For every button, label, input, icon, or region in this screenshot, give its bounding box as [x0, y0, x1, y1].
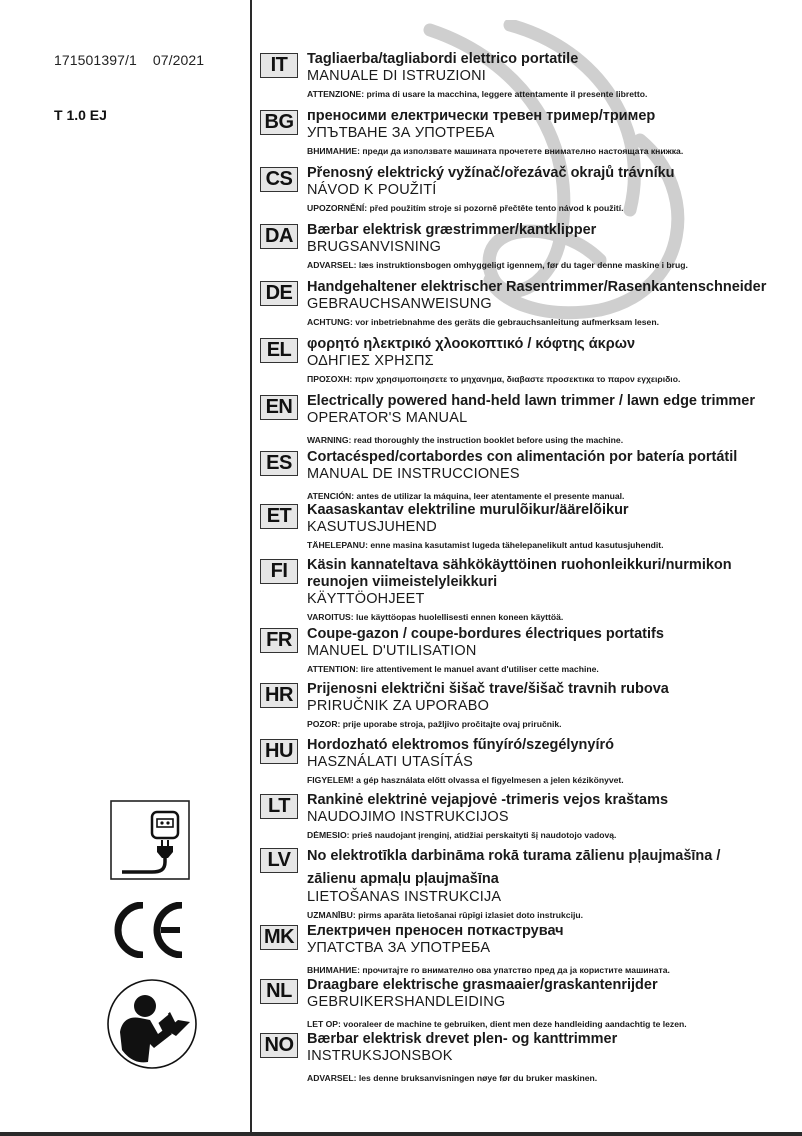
manual-heading: MANUEL D'UTILISATION: [307, 643, 477, 659]
manual-heading: OPERATOR'S MANUAL: [307, 410, 468, 426]
product-title: Přenosný elektrický vyžínač/ořezávač okrajů trávníku: [307, 165, 675, 181]
warning-text: DĖMESIO: prieš naudojant įrenginį, atidžiai perskaityti šį naudotojo vadovą.: [307, 830, 617, 840]
product-title: Prijenosni električni šišač trave/šišač travnih rubova: [307, 681, 669, 697]
product-title: Kaasaskantav elektriline murulõikur/äärelõikur: [307, 502, 629, 518]
product-title: Bærbar elektrisk drevet plen- og kanttrimmer: [307, 1031, 618, 1047]
manual-heading: KÄYTTÖOHJEET: [307, 591, 425, 607]
language-code-badge: EL: [260, 338, 298, 363]
plug-socket-icon: [110, 800, 190, 880]
ce-mark-icon: [112, 902, 188, 958]
manual-heading: KASUTUSJUHEND: [307, 519, 437, 535]
manual-heading: LIETOŠANAS INSTRUKCIJA: [307, 889, 502, 905]
product-title: Handgehaltener elektrischer Rasentrimmer/Rasenkantenschneider: [307, 279, 767, 295]
manual-heading: GEBRAUCHSANWEISUNG: [307, 296, 492, 312]
product-title: φορητό ηλεκτρικό χλοοκοπτικό / κόφτης άκρων: [307, 336, 636, 352]
language-code-badge: ET: [260, 504, 298, 529]
column-divider: [250, 0, 252, 1136]
product-title: Rankinė elektrinė vejapjovė -trimeris vejos kraštams: [307, 792, 669, 808]
bottom-rule: [0, 1132, 802, 1136]
manual-heading: УПАТСТВА ЗА УПОТРЕБА: [307, 940, 491, 956]
product-title: Cortacésped/cortabordes con alimentación por batería portátil: [307, 449, 738, 465]
manual-heading: УПЪТВАНЕ ЗА УПОТРЕБА: [307, 125, 495, 141]
language-code-badge: BG: [260, 110, 298, 135]
product-title: преносими електрически тревен тример/тример: [307, 108, 656, 124]
manual-heading: INSTRUKSJONSBOK: [307, 1048, 453, 1064]
warning-text: ADVARSEL: les denne bruksanvisningen nøye før du bruker maskinen.: [307, 1073, 598, 1083]
language-code-badge: HU: [260, 739, 298, 764]
language-code-badge: HR: [260, 683, 298, 708]
manual-heading: BRUGSANVISNING: [307, 239, 442, 255]
manual-heading: MANUALE DI ISTRUZIONI: [307, 68, 487, 84]
warning-text: WARNING: read thoroughly the instruction booklet before using the machine.: [307, 435, 624, 445]
warning-text: POZOR: prije uporabe stroja, pažljivo pročitajte ovaj priručnik.: [307, 719, 562, 729]
product-title-line-2: zālienu apmaļu pļaujmašīna: [307, 871, 499, 887]
language-code-badge: DE: [260, 281, 298, 306]
product-title: Käsin kannateltava sähkökäyttöinen ruohonleikkuri/nurmikon: [307, 557, 732, 573]
language-code-badge: IT: [260, 53, 298, 78]
warning-text: UPOZORNĚNÍ: před použitím stroje si pozorně přečtěte tento návod k použití.: [307, 203, 624, 213]
product-title: Tagliaerba/tagliabordi elettrico portatile: [307, 51, 579, 67]
product-title: No elektrotīkla darbināma rokā turama zālienu pļaujmašīna /: [307, 848, 721, 864]
warning-text: FIGYELEM! a gép használata előtt olvassa el figyelmesen a jelen kézikönyvet.: [307, 775, 624, 785]
product-title: Електричен преносен поткаструвач: [307, 923, 564, 939]
language-code-badge: FI: [260, 559, 298, 584]
warning-text: ΠΡΟΣΟΧΗ: πριν χρησιμοποιησετε το μηχανημα, διαβαστε προσεκτικα το παρον εγχειριδιο.: [307, 374, 681, 384]
warning-text: ATENCIÓN: antes de utilizar la máquina, leer atentamente el presente manual.: [307, 491, 625, 501]
product-title: Draagbare elektrische grasmaaier/graskantenrijder: [307, 977, 658, 993]
manual-heading: HASZNÁLATI UTASÍTÁS: [307, 754, 474, 770]
language-code-badge: ES: [260, 451, 298, 476]
manual-heading: NÁVOD K POUŽITÍ: [307, 182, 437, 198]
warning-text: ATTENTION: lire attentivement le manuel avant d'utiliser cette machine.: [307, 664, 599, 674]
language-code-badge: DA: [260, 224, 298, 249]
warning-text: ВНИМАНИЕ: преди да използвате машината прочетете внимателно настоящата книжка.: [307, 146, 684, 156]
warning-text: ACHTUNG: vor inbetriebnahme des geräts die gebrauchsanleitung aufmerksam lesen.: [307, 317, 659, 327]
product-title-line-2: reunojen viimeistelyleikkuri: [307, 574, 498, 590]
language-code-badge: EN: [260, 395, 298, 420]
warning-text: LET OP: vooraleer de machine te gebruiken, dient men deze handleiding aandachtig te lezen.: [307, 1019, 687, 1029]
language-code-badge: CS: [260, 167, 298, 192]
product-title: Electrically powered hand-held lawn trimmer / lawn edge trimmer: [307, 393, 756, 409]
language-code-badge: FR: [260, 628, 298, 653]
document-date: 07/2021: [152, 52, 205, 68]
warning-text: VAROITUS: lue käyttöopas huolellisesti ennen koneen käyttöä.: [307, 612, 564, 622]
document-code: 171501397/1: [54, 52, 137, 68]
language-code-badge: NL: [260, 979, 298, 1004]
warning-text: UZMANĪBU: pirms aparāta lietošanai rūpīgi izlasiet doto instrukciju.: [307, 910, 583, 920]
product-title: Bærbar elektrisk græstrimmer/kantklipper: [307, 222, 597, 238]
warning-text: ATTENZIONE: prima di usare la macchina, leggere attentamente il presente libretto.: [307, 89, 648, 99]
language-code-badge: LT: [260, 794, 298, 819]
manual-heading: MANUAL DE INSTRUCCIONES: [307, 466, 520, 482]
product-title: Coupe-gazon / coupe-bordures électriques portatifs: [307, 626, 664, 642]
product-title: Hordozható elektromos fűnyíró/szegélynyíró: [307, 737, 614, 753]
read-manual-icon: [106, 978, 198, 1070]
manual-heading: ΟΔΗΓΙΕΣ ΧΡΗΣΠΣ: [307, 353, 434, 369]
language-code-badge: LV: [260, 848, 298, 873]
model-name: T 1.0 EJ: [54, 107, 107, 123]
manual-heading: PRIRUČNIK ZA UPORABO: [307, 698, 490, 714]
language-code-badge: MK: [260, 925, 298, 950]
warning-text: ADVARSEL: læs instruktionsbogen omhyggeligt igennem, før du tager denne maskine i brug.: [307, 260, 688, 270]
manual-heading: GEBRUIKERSHANDLEIDING: [307, 994, 506, 1010]
manual-heading: NAUDOJIMO INSTRUKCIJOS: [307, 809, 509, 825]
warning-text: ВНИМАНИЕ: прочитајте го внимателно ова упатство пред да ја користите машината.: [307, 965, 670, 975]
warning-text: TÄHELEPANU: enne masina kasutamist lugeda tähelepanelikult antud kasutusjuhendit.: [307, 540, 664, 550]
language-code-badge: NO: [260, 1033, 298, 1058]
document-code-line: [54, 52, 204, 68]
